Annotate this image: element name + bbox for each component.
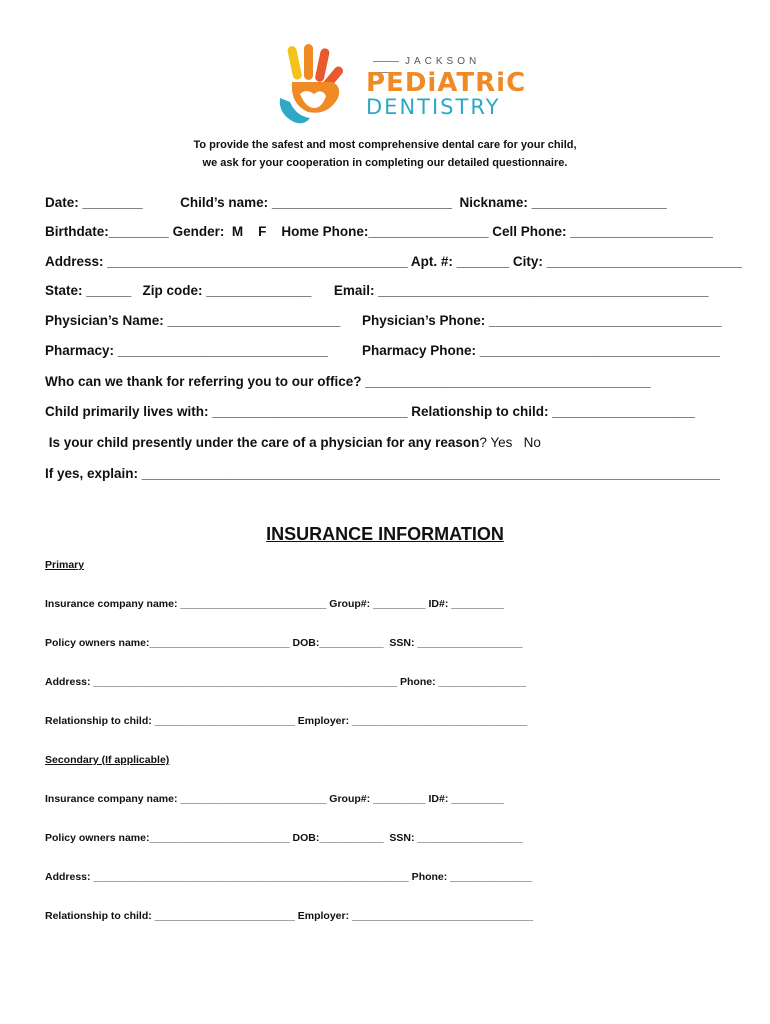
state-zip-email-row[interactable]: State: ______ Zip code: ______________ Email: ____________________________________________ <box>45 283 709 298</box>
primary-insurance-company-row[interactable]: Insurance company name: _________________________ Group#: _________ ID#: _________ <box>45 598 504 610</box>
explain-field[interactable]: If yes, explain: _____________________________________________________________________________ <box>45 466 720 481</box>
yes-no-options[interactable]: ? Yes No <box>479 435 541 450</box>
pharmacy-field[interactable]: Pharmacy: ____________________________ <box>45 343 329 358</box>
physician-care-question[interactable]: Is your child presently under the care of a physician for any reason? Yes No <box>45 435 541 450</box>
intro-text <box>0 136 770 172</box>
address-row[interactable]: Address: ________________________________________ Apt. #: _______ City: __________________________ <box>45 254 742 269</box>
primary-address-row[interactable]: Address: ____________________________________________________ Phone: _______________ <box>45 676 527 688</box>
pharmacy-phone-field[interactable]: Pharmacy Phone: ________________________________ <box>362 343 721 358</box>
primary-relationship-row[interactable]: Relationship to child: ________________________ Employer: ______________________________ <box>45 715 528 727</box>
secondary-insurance-company-row[interactable]: Insurance company name: _________________________ Group#: _________ ID#: _________ <box>45 793 504 805</box>
handprint-icon <box>272 42 362 128</box>
primary-label: Primary <box>45 559 85 571</box>
secondary-address-row[interactable]: Address: ______________________________________________________ Phone: ______________ <box>45 871 532 883</box>
lives-with-row[interactable]: Child primarily lives with: __________________________ Relationship to child: ___________________ <box>45 404 695 419</box>
secondary-policy-owner-row[interactable]: Policy owners name:________________________ DOB:___________ SSN: __________________ <box>45 832 523 844</box>
brand-jackson: JACKSON <box>367 56 502 78</box>
physician-phone-field[interactable]: Physician’s Phone: _______________________________ <box>362 313 722 328</box>
birth-gender-phone-row[interactable]: Birthdate:________ Gender: M F Home Phone:________________ Cell Phone: ___________________ <box>45 224 713 239</box>
secondary-relationship-row[interactable]: Relationship to child: ________________________ Employer: _______________________________ <box>45 910 534 922</box>
practice-logo <box>272 42 527 128</box>
physician-name-field[interactable]: Physician’s Name: _______________________ <box>45 313 341 328</box>
intro-line-2: we ask for your cooperation in completing our detailed questionnaire. <box>202 157 568 169</box>
insurance-title: INSURANCE INFORMATION <box>266 524 504 544</box>
brand-pediatric: PEDiATRiC <box>366 68 527 98</box>
date-name-row[interactable]: Date: ________ Child’s name: ________________________ Nickname: __________________ <box>45 195 667 210</box>
intro-line-1: To provide the safest and most comprehensive dental care for your child, <box>193 139 577 151</box>
secondary-label: Secondary (If applicable) <box>45 754 170 766</box>
referral-field[interactable]: Who can we thank for referring you to our office? ______________________________________ <box>45 374 651 389</box>
primary-policy-owner-row[interactable]: Policy owners name:________________________ DOB:___________ SSN: __________________ <box>45 637 523 649</box>
brand-dentistry: DENTISTRY <box>366 95 501 119</box>
